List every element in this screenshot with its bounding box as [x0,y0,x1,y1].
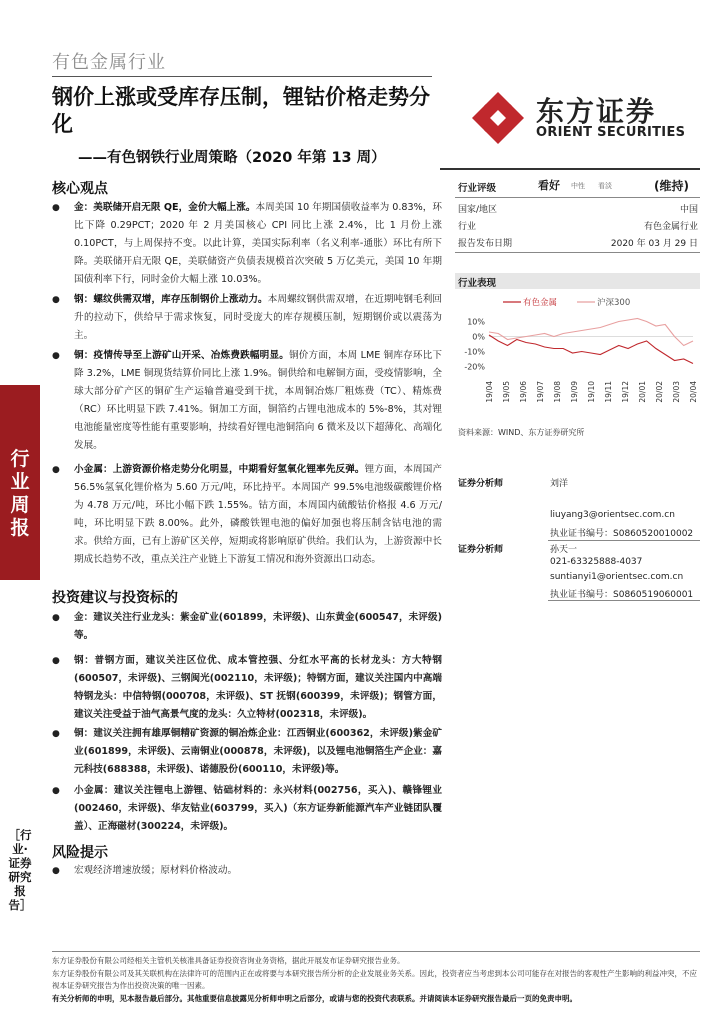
core-item-lead: 钢：螺纹供需双增，库存压制钢价上涨动力。 [74,294,268,305]
info-value: 2020 年 03 月 29 日 [610,239,698,249]
rating-option-negative: 看淡 [598,182,612,190]
risk-item [52,862,442,880]
sector-title: 有色金属行业 [52,52,166,73]
x-tick-label: 19/05 [502,381,511,403]
invest-item [52,652,442,724]
title-rule [52,76,432,77]
y-tick-label: 0% [472,332,485,342]
core-item-text: 锂方面，本周国产 56.5%氢氧化锂价格为 5.60 万元/吨，环比持平。本周国产 99.5%电池级碳酸锂价格为 4.78 万元/吨，环比小幅下跌 1.55%。钴方面，本周国内硫酸钴价格报 4.6 万元/吨，环比明显下跌 8.00%。此外，磷酸铁锂电池的偏好加强也将压制含钴电池的需求。供给方面，已有上游矿区关停，短期或将影响原矿供给。我们认为，上游资源中长期成长趋势不改，重点关注产业链上下游复工情况和海外资源出口动态。 [74,464,443,565]
analyst-role: 证券分析师 [458,479,504,489]
core-item-text: 铜价方面，本周 LME 铜库存环比下降 3.2%，LME 铜现货结算价同比上涨 1.9%。铜供给和电解铜方面，受疫情影响，全球大部分矿产区的铜矿生产运输普遍受到干扰，本周铜冶炼厂粗炼费（TC）、精炼费（RC）环比明显下跌 7.41%。铜加工方面，铜箔约占锂电池成本的 5%-8%，其对锂电池能量密度等性能有重要影响，持续看好锂电池铜箔向 6 微米及以下超薄化、高端化发展。 [74,350,442,451]
bullet-icon: ● [52,203,60,213]
analyst-phone: 021-63325888-4037 [550,557,643,567]
bullet-icon: ● [52,729,60,739]
risk-heading: 风险提示 [52,845,108,861]
series-line [489,319,693,346]
analyst-rule [548,600,700,601]
analyst-name: 刘洋 [550,479,569,489]
analyst-license: 执业证书编号：S0860519060001 [550,590,694,600]
core-item-text: 本周螺纹钢供需双增，在近期吨钢毛利回升的拉动下，供给早于需求恢复，同时受庞大的库存规模压制，短期钢价或以震荡为主。 [74,294,443,341]
core-item-lead: 金：美联储开启无限 QE，金价大幅上涨。 [74,202,256,213]
footer-line: 东方证券股份有限公司经相关主管机关核准具备证券投资咨询业务资格，据此开展发布证券研究报告业务。 [52,956,405,965]
analyst-email[interactable]: suntianyi1@orientsec.com.cn [550,572,684,582]
invest-item [52,782,442,836]
core-item-steel [52,291,442,345]
invest-heading: 投资建议与投资标的 [52,590,178,606]
x-tick-label: 20/04 [689,381,698,403]
header-rule [440,168,700,170]
invest-item [52,725,442,779]
x-tick-label: 19/07 [536,381,545,403]
core-item-lead: 小金属：上游资源价格走势分化明显，中期看好氢氧化锂率先反弹。 [74,464,365,475]
industry-rating [458,178,700,196]
x-tick-label: 19/10 [587,381,596,403]
x-tick-label: 20/01 [638,381,647,403]
chart-title-bar [455,273,700,289]
x-tick-label: 20/02 [655,381,664,403]
invest-item-text: 钢：普钢方面，建议关注区位优、成本管控强、分红水平高的长材龙头：方大特钢(600507，未评级)、三钢闽光(002110，未评级)；特钢方面，建议关注国内中高端特钢龙头：中信特钢(000708，未评级)、ST 抚钢(600399，未评级)；钢管方面，建议关注受益于油气高景气度的龙头：久立特材(002318，未评级)。 [74,655,442,720]
rating-option-positive: 看好 [538,179,560,192]
info-label: 国家/地区 [458,205,498,215]
rating-label: 行业评级 [458,183,497,194]
invest-item-text: 金：建议关注行业龙头：紫金矿业(601899，未评级)、山东黄金(600547，未评级)等。 [74,612,442,641]
report-subtitle: ——有色钢铁行业周策略（2020 年第 13 周） [78,150,386,166]
rating-option-neutral: 中性 [571,182,585,190]
rating-rule [455,197,700,198]
legend-label-hs300: 沪深300 [597,298,631,308]
info-label: 报告发布日期 [458,239,513,249]
x-tick-label: 19/04 [485,381,494,403]
bullet-icon: ● [52,613,60,623]
x-tick-label: 19/09 [570,381,579,403]
info-rule [455,252,700,253]
bullet-icon: ● [52,786,60,796]
analyst-role: 证券分析师 [458,545,504,555]
industry-performance-chart [455,290,700,422]
invest-item-text: 铜：建议关注拥有雄厚铜精矿资源的铜冶炼企业：江西铜业(600362，未评级)紫金矿业(601899，未评级)、云南铜业(000878，未评级)，以及锂电池铜箔生产企业：嘉元科技(688388，未评级)、诺德股份(600110，未评级)等。 [74,728,442,775]
footer-rule [52,951,700,952]
logo-text-en: ORIENT SECURITIES [536,125,686,140]
footer-line: 东方证券股份有限公司及其关联机构在法律许可的范围内正在或将要与本研究报告所分析的企业发展业务关系。因此，投资者应当考虑到本公司可能存在对报告的客观性产生影响的利益冲突，不应视本证券研究报告为作出投资决策的唯一因素。 [52,969,697,990]
bullet-icon: ● [52,866,60,876]
invest-item [52,609,442,645]
analyst-email[interactable]: liuyang3@orientsec.com.cn [550,510,675,520]
series-line [489,335,693,364]
bullet-icon: ● [52,351,60,361]
legend-label-nonferrous: 有色金属 [523,298,558,308]
x-tick-label: 19/11 [604,381,613,403]
info-label: 行业 [458,222,477,232]
x-tick-label: 19/06 [519,381,528,403]
analyst-name: 孙天一 [550,545,578,555]
chart-source: 资料来源：WIND、东方证券研究所 [458,428,585,437]
analyst-license: 执业证书编号：S0860520010002 [550,529,694,539]
side-bottom-label: ［行业·证券研究报告］ [8,828,32,912]
core-item-text: 本周美国 10 年期国债收益率为 0.83%，环比下降 0.29PCT；2020 年 2 月美国核心 CPI 同比上涨 2.4%，比 1 月份上涨 0.10PCT，与上周保持不变。以此计算，美国实际利率（名义利率-通胀）环比有所下降。美联储开启无限 QE，美联储资产负债表规模首次突破 5 万亿美元，美国 10 年期国债利率下行，同时金价大幅上涨 10.03%。 [74,202,442,285]
y-tick-label: 10% [467,317,485,327]
side-tab-label: 行业周报 [10,448,30,539]
bullet-icon: ● [52,656,60,666]
core-item-copper [52,347,442,455]
core-heading: 核心观点 [52,181,108,197]
info-value: 有色金属行业 [643,222,698,232]
info-value: 中国 [679,205,698,215]
core-item-minor-metals [52,461,442,569]
rating-current: (维持) [654,179,689,193]
analyst-rule [548,540,700,541]
y-tick-label: -10% [464,347,485,357]
x-tick-label: 20/03 [672,381,681,403]
footer-disclaimer: 有关分析师的申明，见本报告最后部分。其他重要信息披露见分析师申明之后部分，或请与您的投资代表联系。并请阅读本证券研究报告最后一页的免责申明。 [52,994,577,1003]
x-tick-label: 19/08 [553,381,562,403]
risk-item-text: 宏观经济增速放缓；原材料价格波动。 [74,865,238,876]
logo-text-cn: 东方证券 [536,95,657,128]
orient-logo-icon [470,90,526,146]
report-title: 钢价上涨或受库存压制，锂钴价格走势分化 [52,85,430,136]
chart-title: 行业表现 [458,278,497,289]
invest-item-text: 小金属：建议关注锂电上游锂、钴础材料的：永兴材料(002756，买入)、赣锋锂业(002460，未评级)、华友钴业(603799，买入)（东方证券新能源汽车产业链团队覆盖）、正海磁材(300224，未评级)。 [74,785,442,832]
bullet-icon: ● [52,295,60,305]
core-item-lead: 铜：疫情传导至上游矿山开采、冶炼费跌幅明显。 [74,350,289,361]
core-item-gold [52,199,442,289]
bullet-icon: ● [52,465,60,475]
x-tick-label: 19/12 [621,381,630,403]
y-tick-label: -20% [464,362,485,372]
